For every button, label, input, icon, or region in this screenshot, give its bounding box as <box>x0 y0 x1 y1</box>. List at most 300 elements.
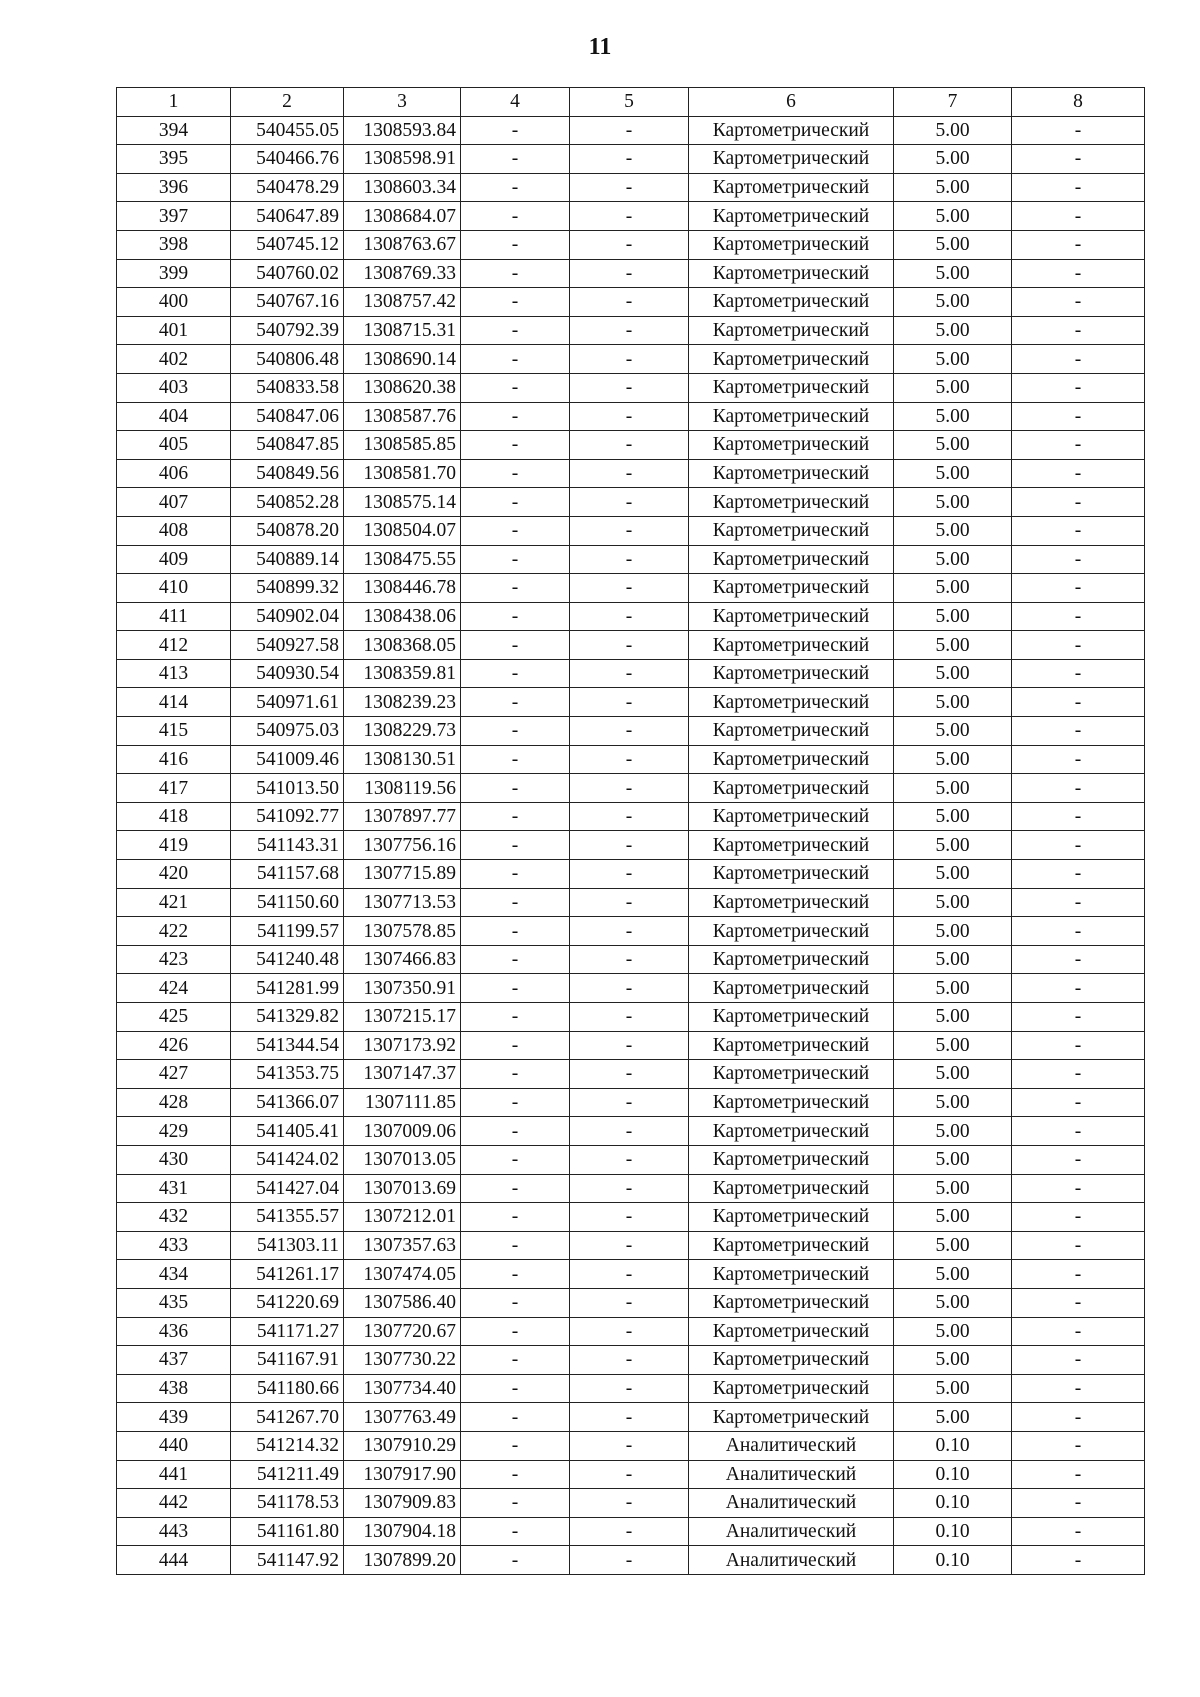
y-coordinate-cell: 1308239.23 <box>344 688 461 717</box>
x-coordinate-cell: 540878.20 <box>231 516 344 545</box>
table-row <box>117 1231 1145 1260</box>
table-row <box>117 1060 1145 1089</box>
accuracy-cell: 0.10 <box>894 1460 1012 1489</box>
x-coordinate-cell: 541267.70 <box>231 1403 344 1432</box>
col4-cell: - <box>461 459 570 488</box>
accuracy-cell: 5.00 <box>894 116 1012 145</box>
method-cell: Картометрический <box>689 1060 894 1089</box>
x-coordinate-cell: 541009.46 <box>231 745 344 774</box>
x-coordinate-cell: 541281.99 <box>231 974 344 1003</box>
col4-cell: - <box>461 316 570 345</box>
accuracy-cell: 5.00 <box>894 688 1012 717</box>
accuracy-cell: 5.00 <box>894 574 1012 603</box>
point-number-cell: 440 <box>117 1431 231 1460</box>
col8-cell: - <box>1012 431 1145 460</box>
x-coordinate-cell: 541353.75 <box>231 1060 344 1089</box>
col4-cell: - <box>461 774 570 803</box>
col5-cell: - <box>570 402 689 431</box>
col8-cell: - <box>1012 230 1145 259</box>
accuracy-cell: 5.00 <box>894 488 1012 517</box>
y-coordinate-cell: 1308475.55 <box>344 545 461 574</box>
col5-cell: - <box>570 860 689 889</box>
accuracy-cell: 5.00 <box>894 1260 1012 1289</box>
col5-cell: - <box>570 745 689 774</box>
col4-cell: - <box>461 1460 570 1489</box>
y-coordinate-cell: 1307730.22 <box>344 1346 461 1375</box>
table-row <box>117 717 1145 746</box>
y-coordinate-cell: 1308587.76 <box>344 402 461 431</box>
method-cell: Картометрический <box>689 230 894 259</box>
col8-cell: - <box>1012 202 1145 231</box>
table-row <box>117 202 1145 231</box>
col8-cell: - <box>1012 1517 1145 1546</box>
point-number-cell: 439 <box>117 1403 231 1432</box>
table-row <box>117 1374 1145 1403</box>
table-row <box>117 116 1145 145</box>
col8-cell: - <box>1012 1546 1145 1575</box>
col8-cell: - <box>1012 717 1145 746</box>
y-coordinate-cell: 1308598.91 <box>344 145 461 174</box>
col4-cell: - <box>461 1203 570 1232</box>
x-coordinate-cell: 541013.50 <box>231 774 344 803</box>
col5-cell: - <box>570 974 689 1003</box>
col4-cell: - <box>461 1489 570 1518</box>
table-row <box>117 1088 1145 1117</box>
point-number-cell: 402 <box>117 345 231 374</box>
method-cell: Аналитический <box>689 1489 894 1518</box>
x-coordinate-cell: 541211.49 <box>231 1460 344 1489</box>
col8-cell: - <box>1012 459 1145 488</box>
method-cell: Картометрический <box>689 1403 894 1432</box>
table-row <box>117 774 1145 803</box>
x-coordinate-cell: 541261.17 <box>231 1260 344 1289</box>
col8-cell: - <box>1012 1203 1145 1232</box>
point-number-cell: 404 <box>117 402 231 431</box>
col4-cell: - <box>461 1403 570 1432</box>
col8-cell: - <box>1012 1031 1145 1060</box>
col5-cell: - <box>570 1546 689 1575</box>
method-cell: Картометрический <box>689 945 894 974</box>
col8-cell: - <box>1012 1346 1145 1375</box>
table-row <box>117 631 1145 660</box>
col5-cell: - <box>570 688 689 717</box>
point-number-cell: 443 <box>117 1517 231 1546</box>
point-number-cell: 407 <box>117 488 231 517</box>
table-row <box>117 316 1145 345</box>
x-coordinate-cell: 541344.54 <box>231 1031 344 1060</box>
method-cell: Картометрический <box>689 373 894 402</box>
col4-cell: - <box>461 631 570 660</box>
table-row <box>117 1403 1145 1432</box>
table-row <box>117 1317 1145 1346</box>
accuracy-cell: 5.00 <box>894 230 1012 259</box>
col4-cell: - <box>461 1117 570 1146</box>
y-coordinate-cell: 1307350.91 <box>344 974 461 1003</box>
col4-cell: - <box>461 717 570 746</box>
column-header: 5 <box>570 88 689 117</box>
point-number-cell: 436 <box>117 1317 231 1346</box>
col4-cell: - <box>461 1174 570 1203</box>
method-cell: Картометрический <box>689 145 894 174</box>
col5-cell: - <box>570 1374 689 1403</box>
point-number-cell: 430 <box>117 1145 231 1174</box>
col4-cell: - <box>461 831 570 860</box>
col8-cell: - <box>1012 888 1145 917</box>
col4-cell: - <box>461 173 570 202</box>
accuracy-cell: 5.00 <box>894 974 1012 1003</box>
method-cell: Картометрический <box>689 459 894 488</box>
col4-cell: - <box>461 373 570 402</box>
col4-cell: - <box>461 402 570 431</box>
method-cell: Картометрический <box>689 745 894 774</box>
col5-cell: - <box>570 431 689 460</box>
col8-cell: - <box>1012 373 1145 402</box>
y-coordinate-cell: 1308585.85 <box>344 431 461 460</box>
column-header: 6 <box>689 88 894 117</box>
table-header-row <box>117 88 1145 117</box>
point-number-cell: 428 <box>117 1088 231 1117</box>
x-coordinate-cell: 541150.60 <box>231 888 344 917</box>
col5-cell: - <box>570 888 689 917</box>
col4-cell: - <box>461 602 570 631</box>
x-coordinate-cell: 540971.61 <box>231 688 344 717</box>
method-cell: Картометрический <box>689 431 894 460</box>
page-number: 11 <box>588 34 612 60</box>
y-coordinate-cell: 1308690.14 <box>344 345 461 374</box>
y-coordinate-cell: 1307013.69 <box>344 1174 461 1203</box>
accuracy-cell: 5.00 <box>894 259 1012 288</box>
col8-cell: - <box>1012 316 1145 345</box>
col4-cell: - <box>461 745 570 774</box>
x-coordinate-cell: 540847.85 <box>231 431 344 460</box>
col4-cell: - <box>461 1546 570 1575</box>
accuracy-cell: 5.00 <box>894 316 1012 345</box>
col5-cell: - <box>570 116 689 145</box>
col4-cell: - <box>461 802 570 831</box>
y-coordinate-cell: 1307586.40 <box>344 1288 461 1317</box>
col5-cell: - <box>570 1260 689 1289</box>
y-coordinate-cell: 1307009.06 <box>344 1117 461 1146</box>
method-cell: Картометрический <box>689 116 894 145</box>
col4-cell: - <box>461 1288 570 1317</box>
method-cell: Картометрический <box>689 1374 894 1403</box>
col5-cell: - <box>570 945 689 974</box>
point-number-cell: 412 <box>117 631 231 660</box>
col8-cell: - <box>1012 1231 1145 1260</box>
col5-cell: - <box>570 145 689 174</box>
x-coordinate-cell: 541161.80 <box>231 1517 344 1546</box>
col5-cell: - <box>570 1031 689 1060</box>
x-coordinate-cell: 540792.39 <box>231 316 344 345</box>
y-coordinate-cell: 1308229.73 <box>344 717 461 746</box>
x-coordinate-cell: 540466.76 <box>231 145 344 174</box>
y-coordinate-cell: 1308446.78 <box>344 574 461 603</box>
table-row <box>117 1460 1145 1489</box>
table-row <box>117 402 1145 431</box>
col5-cell: - <box>570 230 689 259</box>
column-header: 1 <box>117 88 231 117</box>
x-coordinate-cell: 540745.12 <box>231 230 344 259</box>
accuracy-cell: 5.00 <box>894 1145 1012 1174</box>
method-cell: Картометрический <box>689 860 894 889</box>
col5-cell: - <box>570 1460 689 1489</box>
method-cell: Картометрический <box>689 545 894 574</box>
col4-cell: - <box>461 288 570 317</box>
y-coordinate-cell: 1308684.07 <box>344 202 461 231</box>
accuracy-cell: 5.00 <box>894 631 1012 660</box>
table-row <box>117 545 1145 574</box>
y-coordinate-cell: 1307357.63 <box>344 1231 461 1260</box>
col4-cell: - <box>461 545 570 574</box>
accuracy-cell: 5.00 <box>894 1174 1012 1203</box>
accuracy-cell: 5.00 <box>894 717 1012 746</box>
point-number-cell: 435 <box>117 1288 231 1317</box>
col4-cell: - <box>461 945 570 974</box>
x-coordinate-cell: 540899.32 <box>231 574 344 603</box>
point-number-cell: 424 <box>117 974 231 1003</box>
col8-cell: - <box>1012 860 1145 889</box>
col4-cell: - <box>461 974 570 1003</box>
x-coordinate-cell: 541303.11 <box>231 1231 344 1260</box>
x-coordinate-cell: 541147.92 <box>231 1546 344 1575</box>
x-coordinate-cell: 540806.48 <box>231 345 344 374</box>
y-coordinate-cell: 1308130.51 <box>344 745 461 774</box>
col8-cell: - <box>1012 288 1145 317</box>
y-coordinate-cell: 1307713.53 <box>344 888 461 917</box>
y-coordinate-cell: 1307578.85 <box>344 917 461 946</box>
point-number-cell: 418 <box>117 802 231 831</box>
y-coordinate-cell: 1307756.16 <box>344 831 461 860</box>
col5-cell: - <box>570 717 689 746</box>
point-number-cell: 395 <box>117 145 231 174</box>
method-cell: Картометрический <box>689 1317 894 1346</box>
point-number-cell: 434 <box>117 1260 231 1289</box>
column-header: 3 <box>344 88 461 117</box>
col4-cell: - <box>461 116 570 145</box>
method-cell: Аналитический <box>689 1546 894 1575</box>
col5-cell: - <box>570 1346 689 1375</box>
table-row <box>117 1031 1145 1060</box>
col8-cell: - <box>1012 1174 1145 1203</box>
y-coordinate-cell: 1307173.92 <box>344 1031 461 1060</box>
col5-cell: - <box>570 488 689 517</box>
col5-cell: - <box>570 917 689 946</box>
x-coordinate-cell: 540647.89 <box>231 202 344 231</box>
y-coordinate-cell: 1307466.83 <box>344 945 461 974</box>
col8-cell: - <box>1012 1460 1145 1489</box>
x-coordinate-cell: 541427.04 <box>231 1174 344 1203</box>
col5-cell: - <box>570 1060 689 1089</box>
accuracy-cell: 5.00 <box>894 802 1012 831</box>
table-row <box>117 974 1145 1003</box>
method-cell: Картометрический <box>689 402 894 431</box>
table-row <box>117 1517 1145 1546</box>
method-cell: Картометрический <box>689 345 894 374</box>
col5-cell: - <box>570 1403 689 1432</box>
y-coordinate-cell: 1307909.83 <box>344 1489 461 1518</box>
y-coordinate-cell: 1307715.89 <box>344 860 461 889</box>
accuracy-cell: 5.00 <box>894 145 1012 174</box>
table-row <box>117 1203 1145 1232</box>
col4-cell: - <box>461 345 570 374</box>
x-coordinate-cell: 541366.07 <box>231 1088 344 1117</box>
table-row <box>117 1346 1145 1375</box>
col8-cell: - <box>1012 745 1145 774</box>
point-number-cell: 444 <box>117 1546 231 1575</box>
accuracy-cell: 5.00 <box>894 945 1012 974</box>
point-number-cell: 422 <box>117 917 231 946</box>
y-coordinate-cell: 1307013.05 <box>344 1145 461 1174</box>
x-coordinate-cell: 540847.06 <box>231 402 344 431</box>
table-row <box>117 1260 1145 1289</box>
accuracy-cell: 5.00 <box>894 745 1012 774</box>
col5-cell: - <box>570 1203 689 1232</box>
point-number-cell: 403 <box>117 373 231 402</box>
method-cell: Картометрический <box>689 917 894 946</box>
accuracy-cell: 0.10 <box>894 1489 1012 1518</box>
table-body <box>117 116 1145 1574</box>
point-number-cell: 432 <box>117 1203 231 1232</box>
x-coordinate-cell: 541220.69 <box>231 1288 344 1317</box>
y-coordinate-cell: 1307910.29 <box>344 1431 461 1460</box>
col4-cell: - <box>461 1260 570 1289</box>
point-number-cell: 429 <box>117 1117 231 1146</box>
x-coordinate-cell: 541092.77 <box>231 802 344 831</box>
y-coordinate-cell: 1307899.20 <box>344 1546 461 1575</box>
point-number-cell: 399 <box>117 259 231 288</box>
col8-cell: - <box>1012 631 1145 660</box>
x-coordinate-cell: 540889.14 <box>231 545 344 574</box>
accuracy-cell: 5.00 <box>894 1374 1012 1403</box>
col5-cell: - <box>570 459 689 488</box>
accuracy-cell: 5.00 <box>894 888 1012 917</box>
method-cell: Картометрический <box>689 602 894 631</box>
col4-cell: - <box>461 1088 570 1117</box>
method-cell: Картометрический <box>689 1231 894 1260</box>
col8-cell: - <box>1012 1260 1145 1289</box>
col5-cell: - <box>570 831 689 860</box>
method-cell: Картометрический <box>689 974 894 1003</box>
method-cell: Картометрический <box>689 888 894 917</box>
col8-cell: - <box>1012 1288 1145 1317</box>
coordinates-table <box>116 87 1145 1575</box>
col4-cell: - <box>461 659 570 688</box>
accuracy-cell: 5.00 <box>894 659 1012 688</box>
y-coordinate-cell: 1308575.14 <box>344 488 461 517</box>
x-coordinate-cell: 540767.16 <box>231 288 344 317</box>
point-number-cell: 414 <box>117 688 231 717</box>
table-row <box>117 1431 1145 1460</box>
point-number-cell: 419 <box>117 831 231 860</box>
point-number-cell: 406 <box>117 459 231 488</box>
accuracy-cell: 5.00 <box>894 860 1012 889</box>
col5-cell: - <box>570 1431 689 1460</box>
x-coordinate-cell: 541240.48 <box>231 945 344 974</box>
accuracy-cell: 5.00 <box>894 1003 1012 1032</box>
method-cell: Картометрический <box>689 1174 894 1203</box>
x-coordinate-cell: 541157.68 <box>231 860 344 889</box>
col4-cell: - <box>461 1346 570 1375</box>
y-coordinate-cell: 1307904.18 <box>344 1517 461 1546</box>
y-coordinate-cell: 1308769.33 <box>344 259 461 288</box>
method-cell: Картометрический <box>689 1203 894 1232</box>
col8-cell: - <box>1012 602 1145 631</box>
table-row <box>117 373 1145 402</box>
column-header: 7 <box>894 88 1012 117</box>
col5-cell: - <box>570 259 689 288</box>
y-coordinate-cell: 1308715.31 <box>344 316 461 345</box>
table-row <box>117 917 1145 946</box>
x-coordinate-cell: 540852.28 <box>231 488 344 517</box>
table-row <box>117 288 1145 317</box>
method-cell: Картометрический <box>689 316 894 345</box>
col8-cell: - <box>1012 259 1145 288</box>
y-coordinate-cell: 1307212.01 <box>344 1203 461 1232</box>
accuracy-cell: 5.00 <box>894 516 1012 545</box>
accuracy-cell: 5.00 <box>894 1117 1012 1146</box>
col5-cell: - <box>570 659 689 688</box>
col5-cell: - <box>570 1317 689 1346</box>
x-coordinate-cell: 540833.58 <box>231 373 344 402</box>
col8-cell: - <box>1012 402 1145 431</box>
col8-cell: - <box>1012 1117 1145 1146</box>
table-row <box>117 431 1145 460</box>
y-coordinate-cell: 1307147.37 <box>344 1060 461 1089</box>
col8-cell: - <box>1012 1060 1145 1089</box>
x-coordinate-cell: 540760.02 <box>231 259 344 288</box>
x-coordinate-cell: 541180.66 <box>231 1374 344 1403</box>
col5-cell: - <box>570 1088 689 1117</box>
x-coordinate-cell: 541171.27 <box>231 1317 344 1346</box>
table-row <box>117 173 1145 202</box>
y-coordinate-cell: 1308763.67 <box>344 230 461 259</box>
col4-cell: - <box>461 574 570 603</box>
accuracy-cell: 5.00 <box>894 545 1012 574</box>
method-cell: Картометрический <box>689 1003 894 1032</box>
table-row <box>117 145 1145 174</box>
accuracy-cell: 5.00 <box>894 1288 1012 1317</box>
table-row <box>117 1288 1145 1317</box>
method-cell: Аналитический <box>689 1431 894 1460</box>
method-cell: Картометрический <box>689 688 894 717</box>
col4-cell: - <box>461 202 570 231</box>
point-number-cell: 442 <box>117 1489 231 1518</box>
col5-cell: - <box>570 1517 689 1546</box>
accuracy-cell: 5.00 <box>894 1203 1012 1232</box>
point-number-cell: 431 <box>117 1174 231 1203</box>
x-coordinate-cell: 541167.91 <box>231 1346 344 1375</box>
col8-cell: - <box>1012 345 1145 374</box>
x-coordinate-cell: 540975.03 <box>231 717 344 746</box>
point-number-cell: 411 <box>117 602 231 631</box>
x-coordinate-cell: 541178.53 <box>231 1489 344 1518</box>
col4-cell: - <box>461 516 570 545</box>
col8-cell: - <box>1012 574 1145 603</box>
column-header: 4 <box>461 88 570 117</box>
col8-cell: - <box>1012 1374 1145 1403</box>
x-coordinate-cell: 540849.56 <box>231 459 344 488</box>
x-coordinate-cell: 541329.82 <box>231 1003 344 1032</box>
table-row <box>117 516 1145 545</box>
table-row <box>117 459 1145 488</box>
col4-cell: - <box>461 688 570 717</box>
x-coordinate-cell: 540902.04 <box>231 602 344 631</box>
table-row <box>117 259 1145 288</box>
col8-cell: - <box>1012 116 1145 145</box>
col4-cell: - <box>461 860 570 889</box>
method-cell: Картометрический <box>689 631 894 660</box>
point-number-cell: 401 <box>117 316 231 345</box>
